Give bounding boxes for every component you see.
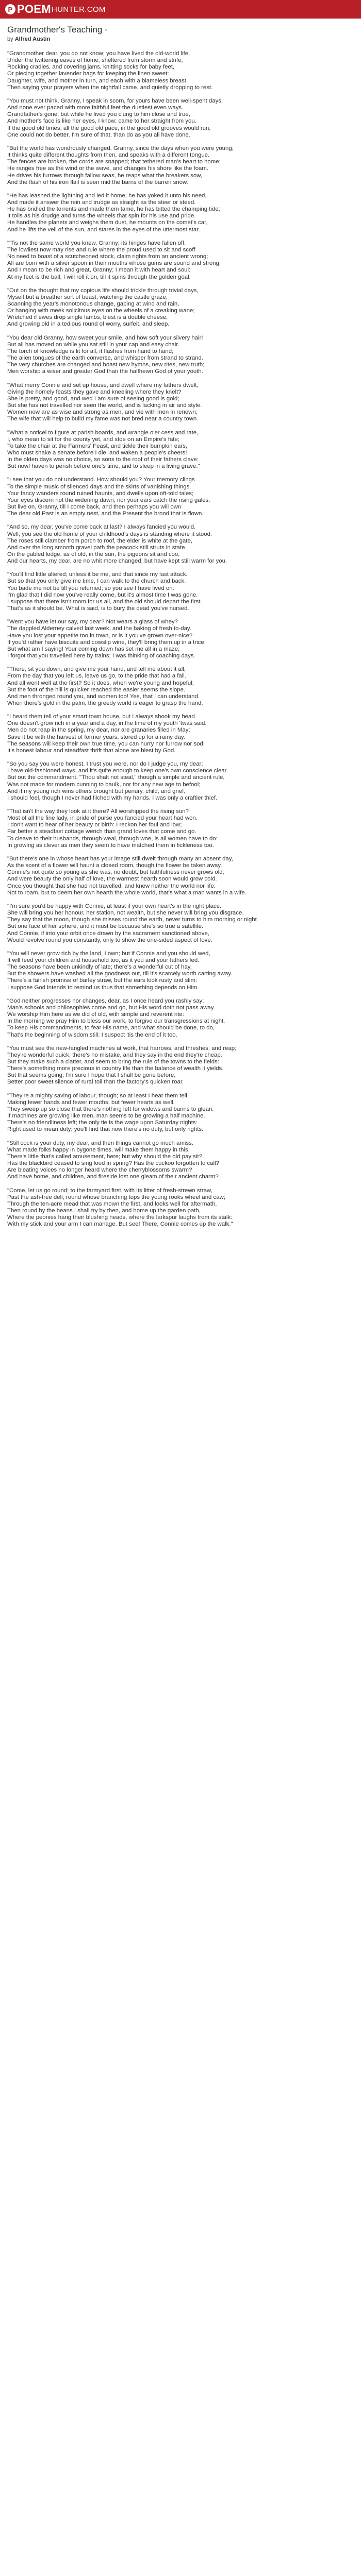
poem-line: In growing as clever as men they seem to have matched them in fickleness too.: [7, 842, 214, 849]
poem-stanza: [7, 1188, 354, 1228]
poem-stanza: [7, 50, 354, 91]
poem-line: Wretched if ewes drop single lambs, blest is a double cheese,: [7, 314, 168, 321]
poem-line: Or hanging with meek solicitous eyes on the wheels of a creaking wane;: [7, 308, 195, 314]
poem-line: She will bring you her honour, her station, not wealth, but she never will bring you disgrace.: [7, 910, 244, 917]
poem-line: "So you say you were honest. I trust you were, nor do I judge you, my dear;: [7, 761, 203, 768]
poem-line: "You dear old Granny, how sweet your smile, and how soft your silvery hair!: [7, 334, 203, 341]
poem-line: The fences are broken, the cords are snapped; that tethered man's heart to home;: [7, 159, 221, 165]
logo-text: POEM: [17, 3, 51, 15]
poem-line: I suppose God intends to remind us thus that something depends on Him.: [7, 984, 199, 991]
poem-line: "You must see the new-fangled machines at work, that harrows, and threshes, and reap;: [7, 1045, 237, 1052]
poem-line: In the olden days was no choice, so sons to the roof of their fathers clave:: [7, 456, 199, 463]
poem-line: Who must shake a senate before I die, and waken a people's cheers!: [7, 449, 187, 456]
poem-stanza: [7, 666, 354, 707]
logo-mark-icon: P: [5, 4, 15, 14]
author-name[interactable]: Alfred Austin: [14, 36, 51, 42]
poem-line: And over the long smooth gravel path the peacock still struts in state.: [7, 544, 187, 551]
poem-stanza: [7, 856, 354, 896]
poem-line: To the simple music of silenced days and the skirts of vanishing things.: [7, 483, 191, 490]
poem-line: Myself but a breather sort of beast, watching the castle graze,: [7, 294, 168, 300]
poem-stanza: [7, 477, 354, 517]
poem-line: Daughter, wife, and mother in turn, and each with a blameless breast,: [7, 77, 188, 84]
poem-line: Your fancy wanders round ruined haunts, and dwells upon oft-told tales;: [7, 490, 194, 497]
poem-line: There's little that's called amusement, here; but why should the old pay sit?: [7, 1153, 202, 1160]
poem-line: "God neither progresses nor changes, dear, as I once heard you rashly say;: [7, 997, 204, 1004]
poem-line: But she has not travelled nor seen the world, and is lacking in air and style.: [7, 402, 202, 409]
poem-line: And he lifts the veil of the sun, and stares in the eyes of the uttermost star.: [7, 226, 200, 233]
poem-line: If you'd rather have biscuits and cowslip wine, they'll bring them up in a trice.: [7, 639, 206, 646]
poem-line: Grandfather's gone, but while he lived you clung to him close and true,: [7, 111, 190, 118]
poem-line: The torch of knowledge is lit for all, it flashes from hand to hand;: [7, 348, 174, 354]
poem-line: As the scent of a flower will haunt a closed room, though the flower be taken away.: [7, 862, 222, 869]
poem-stanza: [7, 287, 354, 328]
logo-domain: HUNTER.COM: [52, 5, 106, 14]
poem-stanza: [7, 1045, 354, 1086]
poem-line: At my feet is the ball, I will roll it on, till it spins through the golden goal.: [7, 274, 191, 280]
poem-line: And our hearts, my dear, are no whit more changed, but have kept still warm for you.: [7, 558, 227, 565]
poem-line: All are born with a silver spoon in their mouths whose gums are sound and strong.: [7, 260, 221, 267]
poem-line: And mother's face is like her eyes, I know; came to her straight from you.: [7, 118, 196, 125]
poem-line: But one face of her sphere, and it must be because she's so true a satellite.: [7, 923, 204, 930]
poem-line: "There, sit you down, and give me your hand, and tell me about it all,: [7, 666, 186, 673]
poem-line: That's as it should be. What is said, is to bury the dead you've nursed.: [7, 605, 189, 612]
poem-line: Rocking cradles, and covering jams, knitting socks for baby feet,: [7, 64, 175, 71]
poem-line: The very churches are changed and boast new hymns, new rites, new truth;: [7, 362, 205, 368]
poem-line: I, who mean to sit for the county yet, and stoe on an Empire's fate;: [7, 436, 179, 443]
poem-line: Giving the homely feasts they gave and kneeling where they knelt?: [7, 388, 182, 395]
poem-line: And were beauty the only half of love, the warmest hearth soon would grow cold.: [7, 876, 217, 883]
poem-line: What made folks happy in bygone times, will make them happy in this.: [7, 1146, 190, 1153]
poem-line: Save it be with the harvest of former years, stored up for a rainy day.: [7, 734, 185, 740]
poem-line: The seasons have been unkindly of late; there's a wonderful cut of hay,: [7, 964, 192, 971]
poem-line: No need to boast of a scutcheoned stock, claim rights from an ancient wrong;: [7, 253, 208, 260]
poem-line: And made it answer the rein and trudge as straight as the steer or steed.: [7, 199, 196, 206]
poem-line: Are bleating voices no longer heard where the cherryblossoms swarm?: [7, 1167, 192, 1174]
poem-line: "That isn't the way they look at it there? All worshipped the rising sun?: [7, 808, 189, 815]
poem-line: "Come, let us go round; to the farmyard first, with its litter of fresh-strewn straw,: [7, 1187, 212, 1194]
poem-line: Men worship a wiser and greater God than the halfhewn God of your youth.: [7, 368, 203, 375]
poem-line: But they make such a clatter, and seem to bring the rule of the towns to the fields:: [7, 1059, 219, 1065]
poem-byline: [7, 36, 354, 42]
poem-line: Past the ash-tree dell, round whose branching tops the young rooks wheel and caw;: [7, 1194, 225, 1200]
poem-line: "And so, my dear, you've come back at last? I always fancied you would.: [7, 524, 196, 531]
poem-stanza: [7, 903, 354, 944]
poem-line: And men thronged round you, and women too! Yes, that I can understand.: [7, 693, 200, 700]
poem-line: The wife that will help to build my fame was not bred near a country town.: [7, 416, 199, 422]
poem-line: I forgot that you travelled here by trains; I was thinking of coaching days.: [7, 653, 195, 659]
poem-line: Connie's not quite so young as she was, no doubt, but faithfulness never grows old;: [7, 869, 224, 876]
poem-line: "What a noticel to figure at parish boards, and wrangle o'er cess and rate,: [7, 429, 199, 436]
poem-line: Have you lost your appetite too in town, or is it you've grown over-nice?: [7, 632, 193, 639]
poem-line: And the flash of his iron flail is seen mid the barns of the barren snow.: [7, 179, 188, 185]
poem-line: The dappled Alderney calved last week, and the baking of fresh to-day.: [7, 625, 191, 632]
poem-line: "You'll find little altered; unless it be me, and that since my last attack.: [7, 571, 188, 578]
poem-line: "You must not think, Granny, I speak in scorn, for yours have been well-spent days,: [7, 97, 223, 104]
poem-line: On the gabled lodge, as of old, in the sun, the pigeons sit and coo,: [7, 551, 180, 557]
poem-line: It will feed your children and household too, as it you and your fathers fed.: [7, 957, 200, 963]
poem-line: In the morning we pray Him to bless our work, to forgive our transgressions at night.: [7, 1018, 225, 1025]
poem-line: Women now are as wise and strong as men, and vie with men in renown;: [7, 409, 198, 416]
poem-line: But all has moved on while you sat still in your cap and easy chair.: [7, 341, 179, 348]
poem-line: And I mean to be rich and great, Granny; I mean it with heart and soul:: [7, 267, 191, 274]
poem-line: One doesn't grow rich in a year and a day, in the time of my youth 'twas said.: [7, 720, 207, 727]
poem-line: "Went you have let our say, my dear? Not wears a glass of whey?: [7, 619, 178, 625]
poem-stanza: [7, 1093, 354, 1133]
poem-line: But what am I saying! Your coming down has set me all in a maze;: [7, 646, 180, 652]
poem-line: "He has leashed the lightning and led it home; he has yoked it unto his need,: [7, 192, 207, 199]
poem-line: Most of all the fine lady, in pride of purse you fancied your heart had won.: [7, 815, 198, 822]
poem-line: And have home, and children, and fireside lost one gleam of their ancient charm?: [7, 1174, 219, 1180]
poem-line: I have old-fashioned ways, and it's quite enough to keep one's own conscience clear.: [7, 768, 228, 774]
poem-line: He has bridled the torrents and made them tame, he has bitted the champing tide;: [7, 206, 220, 213]
poem-line: And none ever paced with more faithful feet the dustiest even ways.: [7, 105, 184, 111]
poem-stanza: [7, 808, 354, 849]
poem-line: They're wonderful quick, there's no mistake, and they say in the end they're cheap.: [7, 1052, 222, 1058]
poem-line: I'm glad that I did now you've really come, but it's almost time I was gone.: [7, 591, 198, 598]
poem-line: There's something more precious in country life than the balance of wealth it yields.: [7, 1065, 224, 1072]
site-logo[interactable]: [5, 3, 106, 16]
poem-stanza: [7, 571, 354, 612]
poem-title: Grandmother's Teaching -: [7, 25, 108, 35]
poem-line: Making fewer hands and fewer mouths, but fewer hearts as well.: [7, 1099, 175, 1106]
poem-line: "'Tis not the same world you knew, Granny; its hinges have fallen off.: [7, 240, 186, 246]
poem-line: But now! haven to perish before one's time, and to sleep in a living grave.": [7, 463, 200, 470]
poem-line: Under the twittering eaves of home, sheltered from storm and strife;: [7, 57, 183, 64]
poem-stanza: [7, 998, 354, 1039]
poem-line: "Still cock is your duty, my dear, and then things cannot go much amiss.: [7, 1140, 193, 1146]
poem-line: But the foot of the hill is quicker reached the easier seems the slope.: [7, 686, 186, 693]
poem-stanza: [7, 382, 354, 423]
poem-line: Right used to mean duty; you'll find that now there's no duty, but only rights.: [7, 1126, 204, 1133]
poem-line: And all went well at the first? So it does, when we're young and hopeful;: [7, 680, 194, 686]
poem-line: Man's schools and philosophies come and go, but His word doth not pass away.: [7, 1004, 215, 1011]
poem-line: I don't want to hear of her beauty or birth: I reckon her foul and low;: [7, 822, 182, 828]
poem-line: One could not do better, I'm sure of that, than do as you all have done.: [7, 131, 190, 138]
poem-line: They sweep up so close that there's nothing left for widows and bairns to glean.: [7, 1106, 214, 1112]
poem-line: The dear old Past is an empty nest, and the Present the brood that is flown.": [7, 511, 206, 517]
poem-line: And growing old in a tedious round of worry, surfeit, and sleep.: [7, 321, 170, 328]
poem-stanza: [7, 1140, 354, 1181]
poem-line: To keep His commandments, to fear His name, and what should be done, to do,: [7, 1025, 215, 1031]
poem-line: "I'm sure you'd be happy with Connie, at least if your own heart's in the right place.: [7, 903, 222, 909]
poem-line: But out the commandment, "Thou shalt not steal," though a simple and ancient rule,: [7, 774, 225, 781]
poem-line: There's a fairish promise of barley straw, but the ears look rusty and slim:: [7, 977, 198, 984]
poem-line: "But the world has wondrously changed, Granny, since the days when you were young;: [7, 145, 234, 151]
poem-line: You bade me not be till you returned; so you see I have lived on.: [7, 585, 174, 591]
poem-stanza: [7, 619, 354, 659]
poem-line: And Connie, if into your orbit once drawn by the sacrament sanctioned above,: [7, 930, 209, 937]
poem-line: Or piecing together lavender bags for keeping the linen sweet:: [7, 71, 169, 77]
poem-body: [7, 50, 354, 1228]
poem-stanza: [7, 145, 354, 186]
poem-line: "Out on the thought that my copious life should trickle through trivial days,: [7, 287, 199, 294]
poem-line: It toils as his drudge and turns the wheels that spin for his use and pride.: [7, 213, 196, 219]
poem-line: With my stick and your arm I can manage. But see! There, Connie comes up the walk.": [7, 1221, 233, 1228]
poem-line: From the day that you left us, leave us go, to the pride that had a fall.: [7, 673, 186, 680]
poem-line: Through the ten-acre mead that was mown the first, and looks well for aftermath,: [7, 1200, 217, 1207]
poem-line: Once you thought that she had not travelled, and knew neither the world nor life:: [7, 883, 216, 889]
poem-stanza: [7, 335, 354, 376]
poem-stanza: [7, 951, 354, 991]
poem-line: Far better a steadfast cottage wench than grand loves that come and go.: [7, 828, 196, 835]
poem-line: Where the peonies hang their blushing heads, where the larkspur laughs from its stalk:: [7, 1214, 233, 1221]
poem-line: But the showers have washed all the goodness out, till it's scarcely worth carting away.: [7, 971, 233, 977]
poem-line: When there's gold in the palm, the greedy world is eager to grasp the hand.: [7, 700, 203, 706]
poem-stanza: [7, 524, 354, 565]
poem-stanza: [7, 240, 354, 281]
poem-line: Then saying your prayers when the nightfall came, and quietly dropping to rest.: [7, 84, 213, 91]
poem-line: "What merry Connie and set up house, and dwell where my fathers dwelt,: [7, 382, 199, 388]
poem-line: If the good old times, all the good old pace, in the good old grooves would run,: [7, 125, 211, 131]
poem-line: It's honest labour and steadfast thrift that alone are blest by God.: [7, 747, 176, 754]
poem-line: The seasons will keep their own true time, you can hurry nor furrow nor sod:: [7, 740, 205, 747]
poem-line: And if my young rich wins others brought but penury, child, and grief,: [7, 788, 186, 794]
poem-line: "You will never grow rich by the land, I own; but if Connie and you should wed,: [7, 950, 210, 957]
poem-line: The alien tongues of the earth converse, and whisper from strand to strand.: [7, 355, 203, 362]
poem-line: He ranges free as the wind or the wave, and changes his shore like the foam.: [7, 165, 209, 172]
byline-prefix: by: [7, 36, 13, 42]
poem-line: The lowliest now may rise and rule where the proud used to sit and scoff.: [7, 246, 197, 253]
poem-line: "But there's one in whose heart has your image still dwelt through many an absent day,: [7, 855, 233, 862]
poem-line: "They're a mighty saving of labour, though; so at least I hear them tell,: [7, 1092, 189, 1099]
poem-stanza: [7, 761, 354, 802]
poem-line: Well, you see the old home of your childhood's days is standing where it stood:: [7, 531, 212, 537]
poem-line: But live on, Granny, till I come back, and then perhaps you will own: [7, 504, 182, 511]
poem-line: "I heard them tell of your smart town house, but I always shook my head.: [7, 714, 196, 720]
poem-line: Was not made for modern cunning to baulk, nor for any new age to befool;: [7, 781, 201, 788]
poem-line: But that seems going; I'm sure I hope that I shall be gone before;: [7, 1072, 176, 1079]
poem-line: To take the chair at the Farmers' Feast, and tickle their bumpkin ears,: [7, 443, 188, 449]
poem-stanza: [7, 193, 354, 233]
poem-line: I suppose that there isn't room for us all, and the old should depart the first.: [7, 598, 202, 605]
poem-content: [0, 19, 361, 1228]
poem-line: Has the blackbird ceased to sing loud in spring? Has the cuckoo forgotten to call?: [7, 1160, 219, 1167]
poem-line: To cleave to their husbands, through weal, through woe, is all women have to do:: [7, 835, 218, 842]
poem-line: Scanning the year's monotonous change, gaping at wind and rain,: [7, 301, 179, 307]
poem-line: Not to roam, but to deem her own hearth the whole world, that's what a man wants in a wife.: [7, 889, 247, 896]
poem-line: Then round by the beans I shall try by then, and home up the garden path,: [7, 1207, 201, 1214]
poem-line: If machines are growing like men, man seems to be growing a half machine.: [7, 1113, 205, 1120]
poem-line: Men do not reap in the spring, my dear, nor are granaries filled in May;: [7, 727, 190, 734]
poem-line: He handles the planets and weighs them dust, he mounts on the comet's car,: [7, 219, 208, 226]
poem-line: I should feel, though I never had filched with my hands, I was only a craftier thief.: [7, 794, 218, 801]
poem-line: He drives his furrows through fallow seas, he reaps what the breakers sow,: [7, 172, 202, 179]
poem-line: That's the beginning of wisdom still: I suspect 'tis the end of it too.: [7, 1031, 177, 1038]
poem-stanza: [7, 430, 354, 470]
poem-line: "Grandmother dear, you do not know; you have lived the old-world life,: [7, 50, 190, 57]
poem-line: There's no friendliness left; the only tie is the wage upon Saturday nights:: [7, 1120, 198, 1126]
poem-line: They say that the moon, though she misses round the earth, never turns to him morning or night: [7, 917, 257, 923]
poem-stanza: [7, 714, 354, 754]
site-header: [0, 0, 361, 19]
poem-line: It thinks quite different thoughts from then, and speaks with a different tongue.: [7, 152, 210, 159]
poem-line: The roses still clamber from porch to roof, the elder is white at the gate,: [7, 537, 192, 544]
poem-line: We worship Him here as we did of old, with simple and reverent rite:: [7, 1011, 184, 1018]
poem-line: But so that you only give me time, I can walk to the church and back.: [7, 578, 186, 585]
poem-stanza: [7, 98, 354, 139]
poem-line: Would revolve round you constantly, only to show the one-sided aspect of love.: [7, 937, 212, 943]
poem-line: "I see that you do not understand. How should you? Your memory clings: [7, 477, 195, 483]
poem-line: Better poor sweet silence of rural toil than the factory's quicken roar.: [7, 1079, 184, 1086]
poem-line: She is pretty, and good, and wed I am sure of seeing good is gold;: [7, 395, 179, 402]
poem-line: Your eyes discern not the widening dawn, nor your ears catch the rising gales.: [7, 497, 210, 503]
